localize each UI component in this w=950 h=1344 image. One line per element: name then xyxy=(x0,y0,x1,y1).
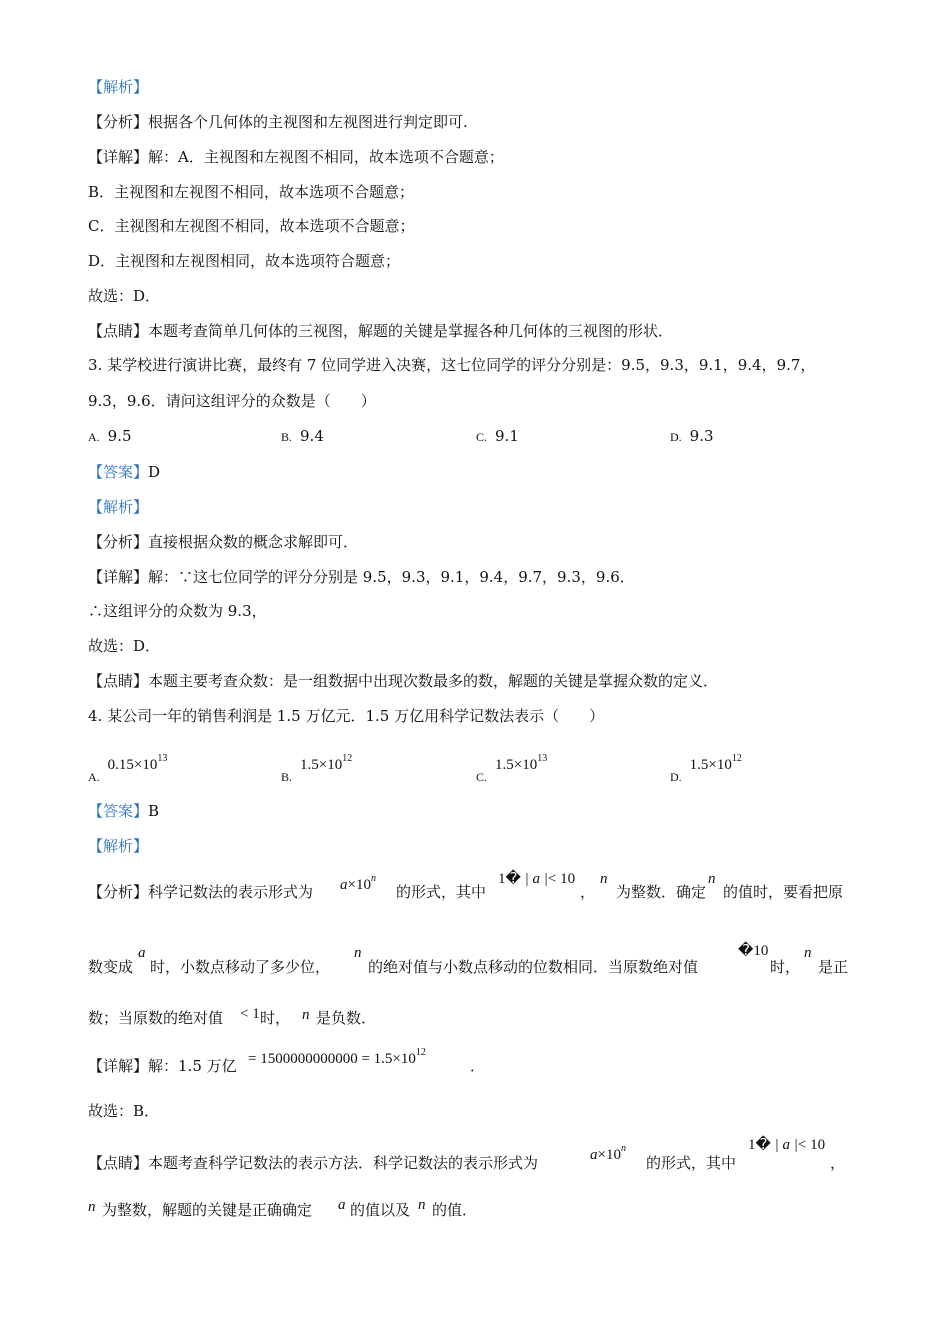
q4-xiangjie-text: 【详解】解：1.5 万亿 xyxy=(88,1057,237,1075)
q3-option-c: C. 9.1 xyxy=(476,427,519,445)
q4-fenxi-range: 1� | a |< 10 xyxy=(498,871,576,887)
q4-answer: 【答案】B xyxy=(88,802,160,820)
q4-jiexi-heading: 【解析】 xyxy=(88,837,149,855)
q4-fenxi-line1-text: 【分析】科学记数法的表示形式为 xyxy=(88,883,314,901)
q4-fenxi-line3-p1: 数；当原数的绝对值 xyxy=(88,1009,224,1027)
q3-therefore: ∴这组评分的众数为 9.3， xyxy=(88,602,267,620)
q3-xiangjie-tag: 【详解】 xyxy=(88,568,149,586)
q4-dianjing-p2: 的形式，其中 xyxy=(646,1154,737,1172)
q3-dianjing: 【点睛】本题主要考查众数：是一组数据中出现次数最多的数，解题的关键是掌握众数的定义． xyxy=(88,672,719,690)
q4-fenxi-p4: 为整数．确定 xyxy=(616,883,707,901)
q4-xiangjie-tag: 【详解】 xyxy=(88,1057,149,1075)
q4-fenxi-n2: n xyxy=(708,871,716,887)
q2-dianjing: 【点睛】本题考查简单几何体的三视图，解题的关键是掌握各种几何体的三视图的形状． xyxy=(88,322,674,340)
q2-jiexi-heading: 【解析】 xyxy=(88,78,149,96)
q4-fenxi-line2-p1: 数变成 xyxy=(88,958,134,976)
q4-guxuan: 故选：B． xyxy=(88,1102,160,1120)
q4-fenxi-a: a xyxy=(138,945,146,961)
q2-fenxi: 【分析】根据各个几何体的主视图和左视图进行判定即可. xyxy=(88,113,468,131)
q4-fenxi-p2: 的形式，其中 xyxy=(396,883,487,901)
q2-line-c: C．主视图和左视图不相同，故本选项不合题意； xyxy=(88,217,415,235)
q4-fenxi-ge10: �10 xyxy=(738,943,769,959)
q4-dianjing-l2-p3: 的值． xyxy=(432,1201,478,1219)
q2-dianjing-tag: 【点睛】 xyxy=(88,322,149,340)
q4-dianjing-l2-p1: 为整数，解题的关键是正确确定 xyxy=(102,1201,313,1219)
q4-xiangjie-formula: = $1500000000000 = 1.5\times 10^{12}$ xyxy=(248,1047,426,1067)
q3-option-d: D. 9.3 xyxy=(670,427,714,445)
q4-dianjing-comma: ， xyxy=(830,1154,846,1172)
q3-fenxi: 【分析】直接根据众数的概念求解即可． xyxy=(88,533,359,551)
q4-fenxi-line3-p3: 是负数． xyxy=(316,1009,377,1027)
q4-fenxi-line2-p4: 时， xyxy=(770,958,801,976)
q4-dianjing-formula: $a\times 10^n$ xyxy=(590,1143,626,1163)
q4-fenxi-line2-p2: 时，小数点移动了多少位， xyxy=(150,958,331,976)
q4-fenxi-formula: $a\times 10^n$ xyxy=(340,873,376,893)
q3-fenxi-tag: 【分析】 xyxy=(88,533,149,551)
q4-dianjing-n1: n xyxy=(88,1199,96,1215)
q4-dianjing-tag: 【点睛】 xyxy=(88,1154,149,1172)
q4-dianjing-a: a xyxy=(338,1197,346,1213)
q3-option-b: B. 9.4 xyxy=(281,427,324,445)
q3-option-a: A. 9.5 xyxy=(88,427,132,445)
q4-answer-tag: 【答案】 xyxy=(88,802,149,820)
q4-fenxi-comma: ， xyxy=(580,883,596,901)
q3-xiangjie: 【详解】解：∵这七位同学的评分分别是 9.5，9.3，9.1，9.4，9.7，9.3，9.6． xyxy=(88,568,635,586)
q4-fenxi-n5: n xyxy=(302,1007,310,1023)
q4-xiangjie-end: ． xyxy=(470,1057,486,1075)
q3-answer: 【答案】D xyxy=(88,463,161,481)
q4-stem: 4. 某公司一年的销售利润是 1.5 万亿元．1.5 万亿用科学记数法表示（ ） xyxy=(88,707,605,725)
q2-guxuan: 故选：D． xyxy=(88,287,161,305)
q4-fenxi-n1: n xyxy=(600,871,608,887)
q4-fenxi-n3: n xyxy=(354,945,362,961)
q4-fenxi-line3-p2: 时， xyxy=(260,1009,291,1027)
q4-option-b: $_{B.}1.5\times 10^{12}$ xyxy=(281,753,353,784)
q4-dianjing-n2: n xyxy=(418,1197,426,1213)
q2-fenxi-tag: 【分析】 xyxy=(88,113,149,131)
q4-dianjing-text: 【点睛】本题考查科学记数法的表示方法．科学记数法的表示形式为 xyxy=(88,1154,539,1172)
q3-dianjing-tag: 【点睛】 xyxy=(88,672,149,690)
q3-answer-tag: 【答案】 xyxy=(88,463,149,481)
q3-jiexi-heading: 【解析】 xyxy=(88,498,149,516)
q3-stem-line2: 9.3，9.6．请问这组评分的众数是（ ） xyxy=(88,392,376,410)
q3-stem-line1: 3. 某学校进行演讲比赛，最终有 7 位同学进入决赛，这七位同学的评分分别是：9.5，9.3，9.1，9.4，9.7， xyxy=(88,356,816,374)
q2-xiangjie: 【详解】解：A．主视图和左视图不相同，故本选项不合题意； xyxy=(88,148,504,166)
q3-guxuan: 故选：D． xyxy=(88,637,161,655)
q4-dianjing-range: 1� | a |< 10 xyxy=(748,1137,826,1153)
q4-fenxi-p5: 的值时，要看把原 xyxy=(723,883,844,901)
q4-option-c: $_{C.}1.5\times 10^{13}$ xyxy=(476,753,548,784)
q2-xiangjie-tag: 【详解】 xyxy=(88,148,149,166)
q4-fenxi-line2-p5: 是正 xyxy=(818,958,849,976)
q4-fenxi-n4: n xyxy=(804,945,812,961)
q4-option-a: $_{A.}0.15\times 10^{13}$ xyxy=(88,753,168,784)
q2-line-d: D．主视图和左视图相同，故本选项符合题意； xyxy=(88,252,401,270)
q4-dianjing-l2-p2: 的值以及 xyxy=(350,1201,411,1219)
q4-fenxi-line2-p3: 的绝对值与小数点移动的位数相同．当原数绝对值 xyxy=(368,958,699,976)
q4-fenxi-tag: 【分析】 xyxy=(88,883,149,901)
q4-fenxi-lt1: < 1 xyxy=(240,1006,260,1022)
q4-option-d: $_{D.}1.5\times 10^{12}$ xyxy=(670,753,742,784)
q2-line-b: B．主视图和左视图不相同，故本选项不合题意； xyxy=(88,183,415,201)
